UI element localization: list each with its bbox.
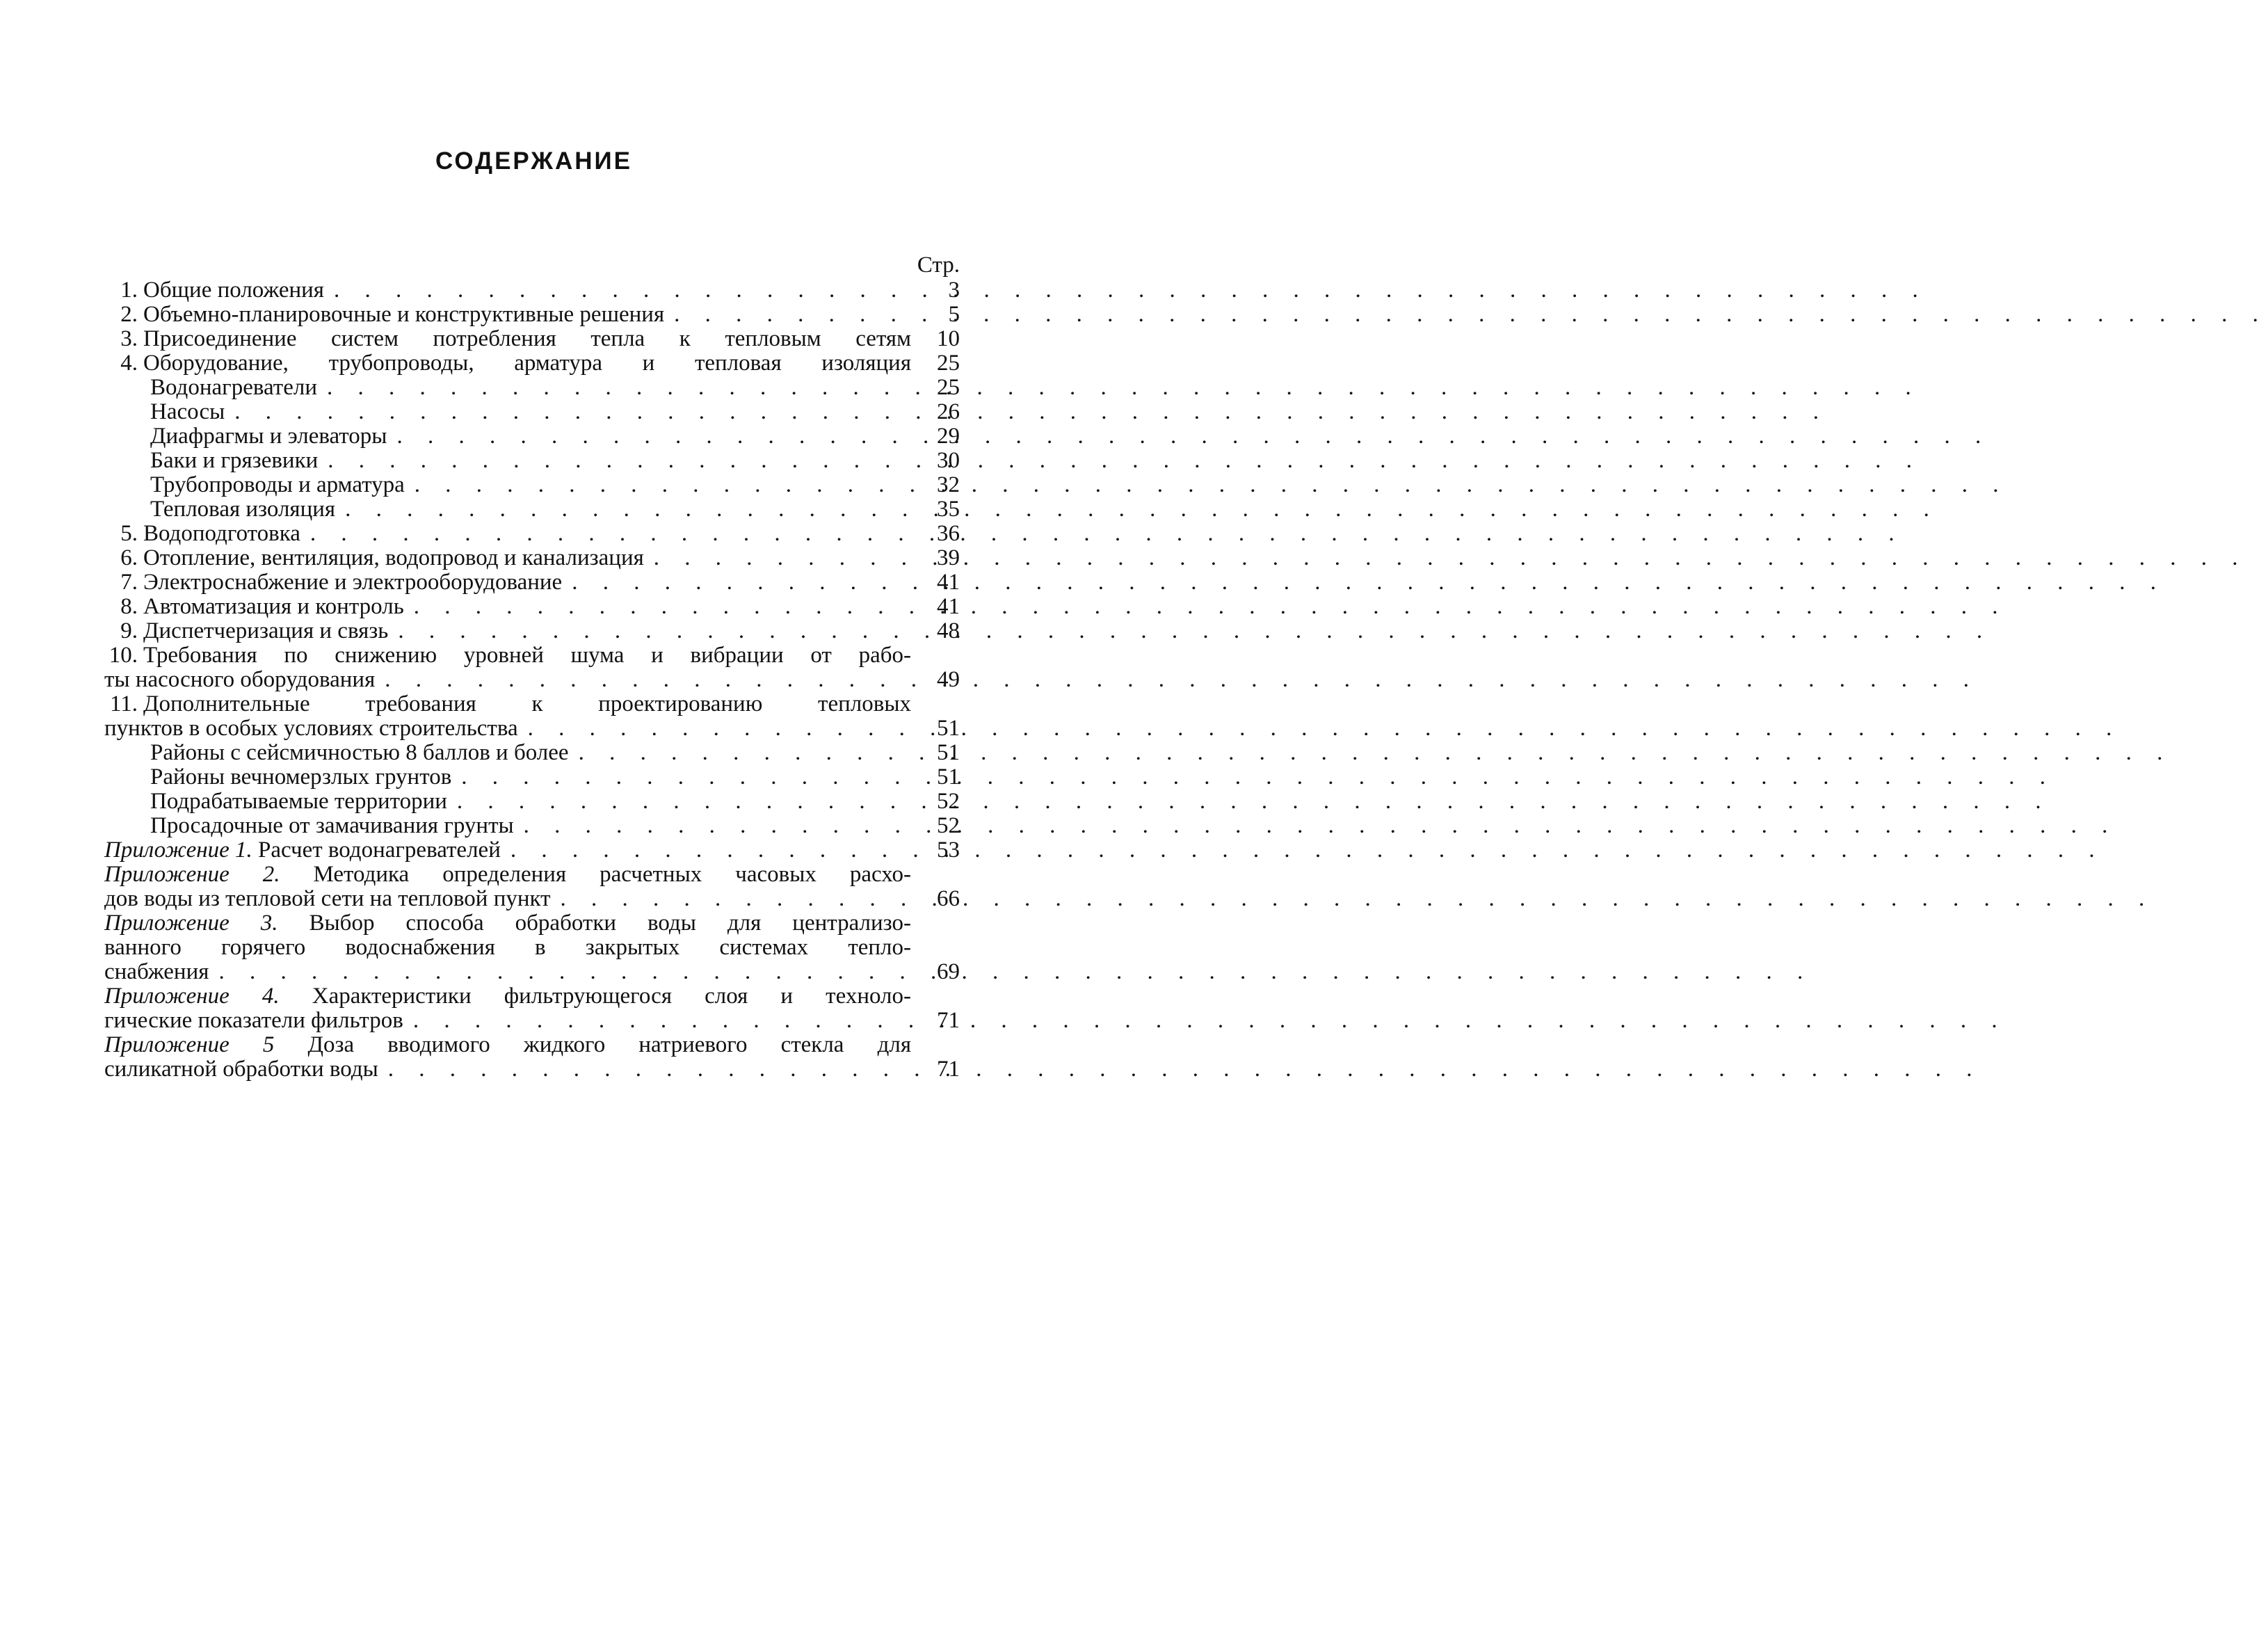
toc-entry-number: 9. (120, 618, 138, 643)
toc-entry-page: 5 (948, 302, 960, 327)
leader-dots (387, 424, 911, 449)
toc-entry-number: 4. (120, 351, 138, 376)
toc-entry-label-line1: Методика определения расчетных часовых расхо- (313, 862, 911, 887)
toc-entry-label-line2: гические показатели фильтров (104, 1008, 403, 1033)
toc-entry-page: 66 (937, 886, 960, 911)
toc-entry-page: 32 (937, 472, 960, 497)
toc-entry-10-continued (104, 668, 960, 692)
toc-entry-label-line2: ванного горячего водоснабжения в закрытых системах тепло- (104, 935, 911, 960)
toc-entry-label: Подрабатываемые территории (150, 789, 447, 814)
toc-entry-label: Водоподготовка (143, 521, 300, 546)
toc-entry-page: 51 (937, 764, 960, 790)
appendix-prefix: Приложение 4. (104, 984, 280, 1009)
toc-entry-page: 49 (937, 667, 960, 692)
toc-subentry (104, 400, 960, 424)
leader-dots (388, 619, 911, 643)
toc-entry-label: Просадочные от замачивания грунты (150, 813, 514, 838)
toc-entry-label: Районы вечномерзлых грунтов (150, 764, 452, 790)
toc-subentry (104, 765, 960, 790)
leader-dots (335, 497, 911, 522)
toc-entry-page: 71 (937, 1008, 960, 1033)
toc-entry-label-line2: силикатной обработки воды (104, 1057, 378, 1082)
toc-subentry (104, 473, 960, 497)
toc-entry-label: Водонагреватели (150, 375, 317, 400)
toc-entry-5 (104, 522, 960, 546)
leader-dots (514, 814, 911, 838)
appendix-prefix: Приложение 5 (104, 1032, 275, 1057)
toc-entry-page: 35 (937, 497, 960, 522)
toc-appendix-4 (104, 984, 960, 1009)
leader-dots (569, 741, 911, 765)
toc-entry-label-line3: снабжения (104, 959, 209, 984)
toc-entry-label: Отопление, вентиляция, водопровод и канализация (143, 545, 644, 570)
toc-entry-page: 3 (948, 278, 960, 303)
toc-entry-number: 11. (109, 691, 138, 716)
toc-entry-number: 5. (120, 521, 138, 546)
leader-dots (501, 838, 911, 863)
toc-entry-label: Тепловая изоляция (150, 497, 336, 522)
toc-appendix-5-continued (104, 1057, 960, 1082)
toc-subentry (104, 814, 960, 838)
leader-dots (518, 716, 911, 741)
toc-entry-10 (104, 643, 960, 668)
toc-appendix-4-continued (104, 1009, 960, 1033)
toc-entry-label: Насосы (150, 399, 225, 424)
toc-entry-number: 1. (120, 278, 138, 303)
toc-entry-number: 7. (120, 570, 138, 595)
leader-dots (403, 1009, 911, 1033)
leader-dots (375, 668, 911, 692)
toc-entry-number: 10. (108, 643, 138, 668)
toc-entry-label: Объемно-планировочные и конструктивные решения (143, 302, 665, 327)
leader-dots (451, 765, 911, 790)
toc-appendix-5 (104, 1033, 960, 1057)
appendix-prefix: Приложение 2. (104, 862, 280, 887)
leader-dots (405, 473, 911, 497)
toc-entry-page: 30 (937, 448, 960, 473)
toc-entry-page: 41 (937, 570, 960, 595)
toc-entry-label-line1: Требования по снижению уровней шума и вибрации от рабо- (143, 643, 911, 668)
toc-entry-label: Диафрагмы и элеваторы (150, 424, 387, 449)
toc-entry-label-line2: пунктов в особых условиях строительства (104, 716, 518, 741)
toc-entry-page: 52 (937, 789, 960, 814)
toc-appendix-2 (104, 863, 960, 887)
toc-entry-1 (104, 278, 960, 303)
toc-entry-number: 2. (120, 302, 138, 327)
toc-subentry (104, 790, 960, 814)
toc-entry-page: 51 (937, 716, 960, 741)
toc-entry-label-line1: Выбор способа обработки воды для централизо- (309, 911, 911, 936)
toc-entry-page: 36 (937, 521, 960, 546)
leader-dots (562, 570, 911, 595)
toc-entry-page: 10 (937, 326, 960, 351)
leader-dots (317, 376, 911, 400)
toc-entry-label-line1: Доза вводимого жидкого натриевого стекла для (307, 1032, 911, 1057)
toc-entry-number: 3. (120, 326, 138, 351)
toc-subentry (104, 741, 960, 765)
leader-dots (324, 278, 911, 303)
toc-entry-page: 69 (937, 959, 960, 984)
toc-appendix-3 (104, 911, 960, 936)
toc-subentry (104, 424, 960, 449)
toc-entry-page: 52 (937, 813, 960, 838)
toc-entry-3 (104, 327, 960, 351)
leader-dots (644, 546, 911, 570)
leader-dots (551, 887, 911, 911)
toc-entry-label-line2: ты насосного оборудования (104, 667, 376, 692)
appendix-prefix: Приложение 1. (104, 837, 252, 863)
toc-entry-page: 51 (937, 740, 960, 765)
toc-entry-9 (104, 619, 960, 643)
toc-subentry (104, 497, 960, 522)
toc-entry-page: 41 (937, 594, 960, 619)
toc-entry-page: 71 (937, 1057, 960, 1082)
toc-entry-6 (104, 546, 960, 570)
page-column-header: Стр. (917, 253, 960, 278)
toc-appendix-2-continued (104, 887, 960, 911)
toc-appendix-3-continued (104, 936, 960, 960)
leader-dots (378, 1057, 911, 1082)
toc-entry-7 (104, 570, 960, 595)
toc-entry-page: 48 (937, 618, 960, 643)
toc-entry-label: Баки и грязевики (150, 448, 319, 473)
toc-entry-11 (104, 692, 960, 716)
toc-entry-label: Расчет водонагревателей (257, 837, 501, 863)
leader-dots (664, 303, 911, 327)
leader-dots (209, 960, 911, 984)
table-of-contents (104, 252, 960, 1082)
toc-subentry (104, 376, 960, 400)
toc-entry-label: Электроснабжение и электрооборудование (143, 570, 563, 595)
toc-entry-label: Автоматизация и контроль (143, 594, 404, 619)
toc-entry-label-line2: дов воды из тепловой сети на тепловой пункт (104, 886, 551, 911)
toc-entry-page: 26 (937, 399, 960, 424)
toc-appendix-3-continued-2 (104, 960, 960, 984)
toc-entry-label: Оборудование, трубопроводы, арматура и тепловая изоляция (143, 351, 911, 376)
toc-appendix-1 (104, 838, 960, 863)
toc-entry-page: 25 (937, 375, 960, 400)
toc-entry-page: 29 (937, 424, 960, 449)
toc-entry-label-line1: Характеристики фильтрующегося слоя и техноло- (312, 984, 912, 1009)
page-title: СОДЕРЖАНИЕ (435, 147, 632, 175)
leader-dots (225, 400, 911, 424)
toc-entry-label: Трубопроводы и арматура (150, 472, 405, 497)
toc-entry-label: Присоединение систем потребления тепла к тепловым сетям (143, 326, 911, 351)
toc-entry-8 (104, 595, 960, 619)
toc-entry-label: Диспетчеризация и связь (143, 618, 389, 643)
toc-entry-page: 53 (937, 837, 960, 863)
toc-entry-4 (104, 351, 960, 376)
leader-dots (447, 790, 911, 814)
appendix-prefix: Приложение 3. (104, 911, 278, 936)
toc-entry-number: 8. (120, 594, 138, 619)
leader-dots (404, 595, 911, 619)
toc-entry-2 (104, 303, 960, 327)
leader-dots (300, 522, 911, 546)
toc-entry-11-continued (104, 716, 960, 741)
toc-entry-number: 6. (120, 545, 138, 570)
toc-subentry (104, 449, 960, 473)
toc-entry-label: Общие положения (143, 278, 324, 303)
toc-entry-label: Районы с сейсмичностью 8 баллов и более (150, 740, 569, 765)
toc-entry-page: 25 (937, 351, 960, 376)
toc-entry-label-line1: Дополнительные требования к проектированию тепловых (143, 691, 911, 716)
leader-dots (318, 449, 911, 473)
toc-entry-page: 39 (937, 545, 960, 570)
